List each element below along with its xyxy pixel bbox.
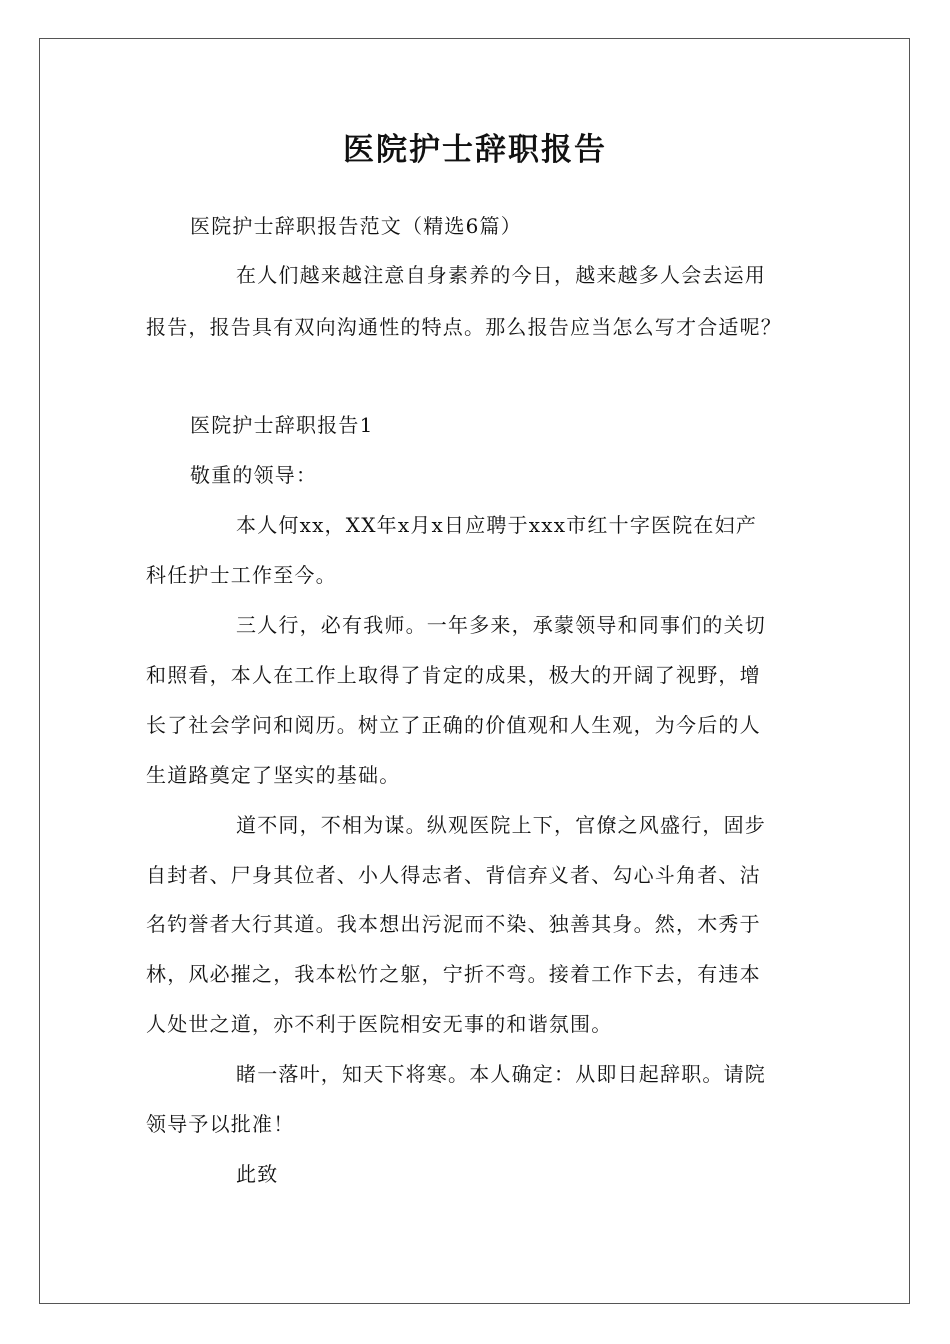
paragraph-2-line-4: 生道路奠定了坚实的基础。 xyxy=(146,763,401,787)
document-subtitle: 医院护士辞职报告范文（精选6篇） xyxy=(190,214,522,238)
paragraph-2-line-1: 三人行，必有我师。一年多来，承蒙领导和同事们的关切 xyxy=(236,613,766,637)
paragraph-3-line-3: 名钓誉者大行其道。我本想出污泥而不染、独善其身。然，木秀于 xyxy=(146,912,761,936)
intro-line-2: 报告，报告具有双向沟通性的特点。那么报告应当怎么写才合适呢？ xyxy=(146,315,782,339)
paragraph-3-line-5: 人处世之道，亦不利于医院相安无事的和谐氛围。 xyxy=(146,1012,613,1036)
paragraph-2-line-2: 和照看，本人在工作上取得了肯定的成果，极大的开阔了视野，增 xyxy=(146,663,761,687)
paragraph-3-line-4: 林，风必摧之，我本松竹之躯，宁折不弯。接着工作下去，有违本 xyxy=(146,962,761,986)
paragraph-3-line-2: 自封者、尸身其位者、小人得志者、背信弃义者、勾心斗角者、沽 xyxy=(146,863,761,887)
paragraph-1-line-1: 本人何xx，XX年x月x日应聘于xxx市红十字医院在妇产 xyxy=(236,513,758,537)
paragraph-1-line-2: 科任护士工作至今。 xyxy=(146,563,337,587)
closing-line: 此致 xyxy=(236,1162,279,1186)
paragraph-4-line-1: 睹一落叶，知天下将寒。本人确定：从即日起辞职。请院 xyxy=(236,1062,766,1086)
paragraph-2-line-3: 长了社会学问和阅历。树立了正确的价值观和人生观，为今后的人 xyxy=(146,713,761,737)
salutation: 敬重的领导： xyxy=(190,463,318,487)
paragraph-3-line-1: 道不同，不相为谋。纵观医院上下，官僚之风盛行，固步 xyxy=(236,813,766,837)
intro-line-1: 在人们越来越注意自身素养的今日，越来越多人会去运用 xyxy=(236,263,766,287)
section-heading: 医院护士辞职报告1 xyxy=(190,413,374,437)
document-title: 医院护士辞职报告 xyxy=(343,132,607,168)
paragraph-4-line-2: 领导予以批准！ xyxy=(146,1112,295,1136)
